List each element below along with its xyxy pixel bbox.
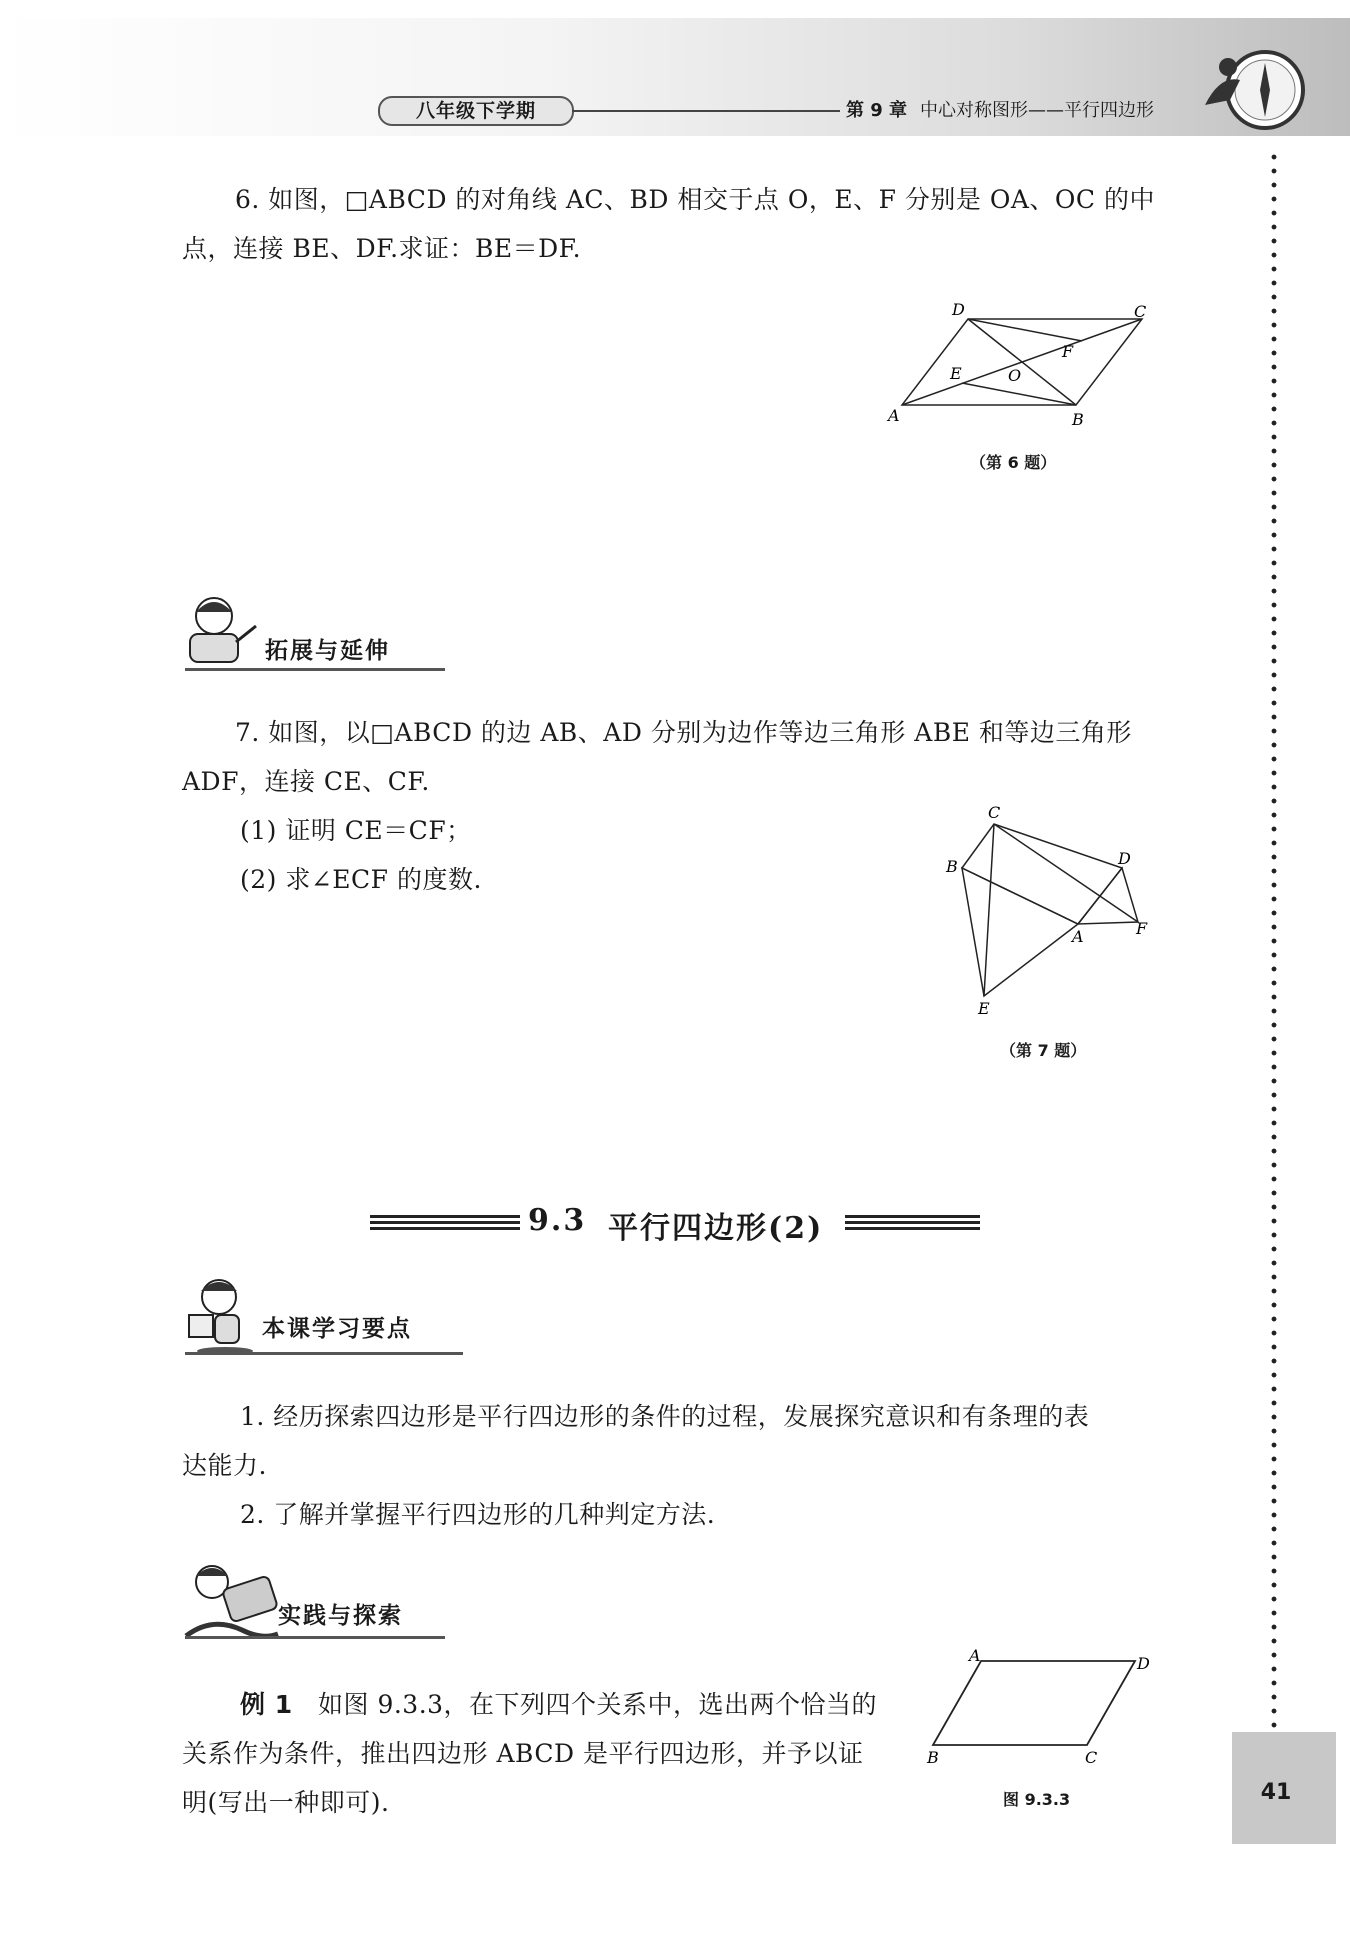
section-heading-bar-left	[370, 1212, 520, 1230]
q7-segment-cf	[994, 824, 1138, 922]
chapter-number: 第 9 章	[846, 100, 908, 121]
explorer-mascot-icon	[182, 1560, 282, 1646]
q7-label-d: D	[1118, 849, 1131, 868]
section-points-title: 本课学习要点	[262, 1316, 412, 1342]
q7-line2: ADF，连接 CE、CF.	[182, 767, 430, 796]
example1-label-b: B	[927, 1748, 939, 1767]
q6-line1: 6. 如图，□ABCD 的对角线 AC、BD 相交于点 O，E、F 分别是 OA、OC 的中	[235, 185, 1155, 214]
section-practice-rule	[185, 1636, 445, 1639]
section-extend-title: 拓展与延伸	[265, 638, 390, 664]
margin-dotted-line	[1271, 150, 1277, 1730]
example1-label-a: A	[969, 1646, 981, 1665]
chapter-title: 中心对称图形——平行四边形	[920, 100, 1154, 121]
section-heading-number: 9.3	[528, 1203, 587, 1238]
example1-label-d: D	[1137, 1654, 1150, 1673]
q7-line1: 7. 如图，以□ABCD 的边 AB、AD 分别为边作等边三角形 ABE 和等边三角形	[235, 718, 1132, 747]
q7-segment-ce	[984, 824, 994, 996]
example1-figure	[915, 1645, 1155, 1775]
q7-sub1: (1) 证明 CE＝CF；	[240, 816, 472, 845]
q6-label-o: O	[1008, 366, 1022, 385]
q6-figure	[880, 295, 1160, 435]
example1-label: 例 1	[240, 1690, 293, 1719]
q6-label-a: A	[888, 406, 900, 425]
q6-caption: （第 6 题）	[970, 453, 1057, 472]
q7-label-a: A	[1072, 927, 1084, 946]
q7-caption: （第 7 题）	[1000, 1041, 1087, 1060]
header-rule	[572, 110, 840, 112]
q6-label-d: D	[952, 300, 965, 319]
section-extend-rule	[185, 668, 445, 671]
points-item1-line2: 达能力.	[182, 1451, 267, 1480]
points-item2: 2. 了解并掌握平行四边形的几种判定方法.	[240, 1500, 716, 1529]
compass-runner-icon	[1200, 45, 1310, 135]
teacher-mascot-icon	[180, 592, 260, 668]
q6-line2: 点，连接 BE、DF.求证：BE＝DF.	[182, 234, 582, 263]
page-number: 41	[1260, 1780, 1292, 1805]
q6-segment-be	[962, 383, 1076, 405]
grade-badge: 八年级下学期	[378, 96, 574, 126]
q7-sub2: (2) 求∠ECF 的度数.	[240, 865, 482, 894]
example1-caption: 图 9.3.3	[1003, 1790, 1071, 1809]
q7-label-f: F	[1136, 919, 1148, 938]
q6-segment-df	[968, 319, 1082, 341]
q6-label-e: E	[950, 364, 962, 383]
student-mascot-icon	[185, 1275, 265, 1357]
section-heading-bar-right	[845, 1212, 980, 1230]
section-practice-title: 实践与探索	[278, 1603, 403, 1629]
q6-label-f: F	[1062, 342, 1074, 361]
example1-line1: 如图 9.3.3，在下列四个关系中，选出两个恰当的	[318, 1690, 878, 1719]
q7-label-c: C	[988, 803, 1001, 822]
q7-figure	[930, 800, 1160, 1030]
q7-label-b: B	[946, 857, 958, 876]
example1-line3: 明(写出一种即可).	[182, 1788, 390, 1817]
section-heading-title: 平行四边形(2)	[608, 1211, 824, 1246]
example1-line2: 关系作为条件，推出四边形 ABCD 是平行四边形，并予以证	[182, 1739, 864, 1768]
q6-label-b: B	[1072, 410, 1084, 429]
q7-triangle-abe	[962, 868, 1078, 996]
q7-label-e: E	[978, 999, 990, 1018]
q6-label-c: C	[1134, 302, 1147, 321]
section-points-rule	[185, 1352, 463, 1355]
example1-label-c: C	[1085, 1748, 1098, 1767]
q7-parallelogram	[962, 824, 1122, 924]
example1-parallelogram	[933, 1661, 1135, 1745]
points-item1-line1: 1. 经历探索四边形是平行四边形的条件的过程，发展探究意识和有条理的表	[240, 1402, 1090, 1431]
q6-diagonal-bd	[968, 319, 1076, 405]
